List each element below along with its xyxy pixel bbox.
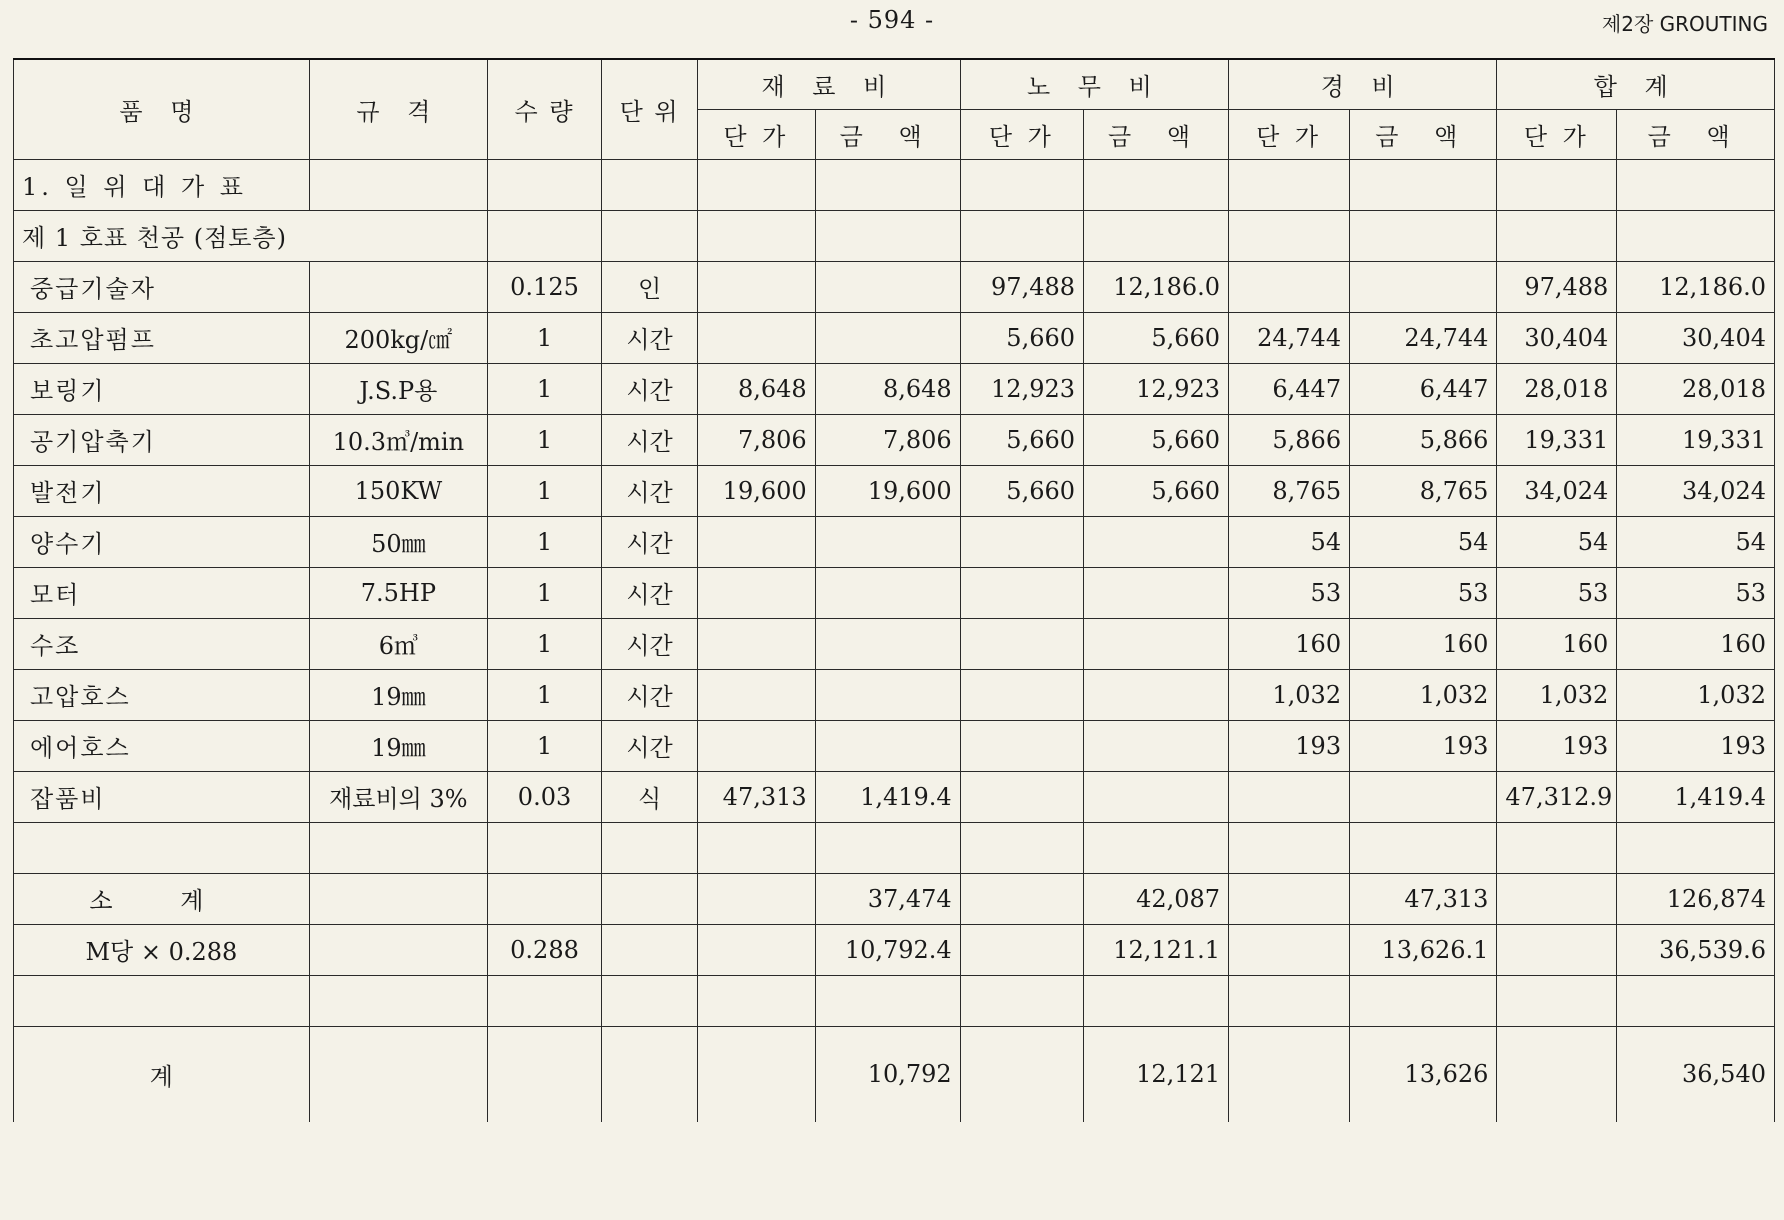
item-spec: 200kg/㎠ (309, 312, 487, 363)
expense-amount: 8,765 (1350, 465, 1497, 516)
total-unit-price: 47,312.9 (1497, 771, 1617, 822)
subtotal-total: 126,874 (1617, 873, 1775, 924)
subtotal-row (14, 873, 1775, 924)
expense-amount: 160 (1350, 618, 1497, 669)
table-row (14, 312, 1775, 363)
item-unit: 인 (602, 261, 698, 312)
material-unit-price: 19,600 (698, 465, 816, 516)
table-row (14, 567, 1775, 618)
item-unit: 시간 (602, 669, 698, 720)
expense-amount: 53 (1350, 567, 1497, 618)
material-unit-price (698, 669, 816, 720)
table-row (14, 720, 1775, 771)
total-expense: 13,626 (1350, 1026, 1497, 1122)
item-unit: 시간 (602, 312, 698, 363)
header-total: 합 계 (1497, 59, 1775, 109)
item-spec: 10.3㎥/min (309, 414, 487, 465)
labor-amount: 12,923 (1084, 363, 1229, 414)
item-name: 공기압축기 (14, 414, 310, 465)
expense-unit-price: 53 (1229, 567, 1350, 618)
expense-amount (1350, 261, 1497, 312)
material-amount (815, 567, 960, 618)
material-unit-price (698, 567, 816, 618)
labor-amount (1084, 720, 1229, 771)
material-unit-price (698, 720, 816, 771)
expense-unit-price: 160 (1229, 618, 1350, 669)
material-unit-price: 47,313 (698, 771, 816, 822)
item-qty: 1 (487, 669, 601, 720)
labor-unit-price: 5,660 (960, 465, 1083, 516)
material-amount: 19,600 (815, 465, 960, 516)
labor-unit-price (960, 618, 1083, 669)
item-unit: 시간 (602, 414, 698, 465)
total-unit-price: 30,404 (1497, 312, 1617, 363)
total-amount: 30,404 (1617, 312, 1775, 363)
table-row (14, 414, 1775, 465)
subtotal-material: 37,474 (815, 873, 960, 924)
material-amount (815, 261, 960, 312)
expense-amount: 54 (1350, 516, 1497, 567)
item-qty: 0.03 (487, 771, 601, 822)
material-amount (815, 669, 960, 720)
total-amount: 34,024 (1617, 465, 1775, 516)
item-spec: J.S.P용 (309, 363, 487, 414)
total-label: 계 (14, 1026, 310, 1122)
per-meter-total: 36,539.6 (1617, 924, 1775, 975)
subtotal-labor: 42,087 (1084, 873, 1229, 924)
expense-unit-price: 54 (1229, 516, 1350, 567)
material-amount: 7,806 (815, 414, 960, 465)
subtotal-label: 소 계 (14, 873, 310, 924)
labor-unit-price (960, 567, 1083, 618)
material-unit-price: 7,806 (698, 414, 816, 465)
labor-amount (1084, 618, 1229, 669)
expense-unit-price: 193 (1229, 720, 1350, 771)
item-qty: 1 (487, 720, 601, 771)
table-row (14, 465, 1775, 516)
header-material: 재 료 비 (698, 59, 961, 109)
total-amount: 19,331 (1617, 414, 1775, 465)
header-unit-price: 단 가 (1497, 109, 1617, 159)
expense-unit-price: 1,032 (1229, 669, 1350, 720)
expense-unit-price: 8,765 (1229, 465, 1350, 516)
header-unit: 단 위 (602, 59, 698, 159)
item-unit: 시간 (602, 567, 698, 618)
labor-unit-price: 97,488 (960, 261, 1083, 312)
total-labor: 12,121 (1084, 1026, 1229, 1122)
labor-unit-price: 12,923 (960, 363, 1083, 414)
header-expense: 경 비 (1229, 59, 1497, 109)
material-amount (815, 720, 960, 771)
header-spec: 규 격 (309, 59, 487, 159)
per-meter-qty: 0.288 (487, 924, 601, 975)
material-unit-price (698, 516, 816, 567)
labor-amount: 12,186.0 (1084, 261, 1229, 312)
labor-unit-price (960, 669, 1083, 720)
labor-unit-price: 5,660 (960, 414, 1083, 465)
item-qty: 1 (487, 414, 601, 465)
total-amount: 160 (1617, 618, 1775, 669)
per-meter-material: 10,792.4 (815, 924, 960, 975)
table-row (14, 516, 1775, 567)
item-unit: 시간 (602, 465, 698, 516)
item-qty: 1 (487, 465, 601, 516)
material-unit-price (698, 618, 816, 669)
material-amount: 1,419.4 (815, 771, 960, 822)
total-row (14, 1026, 1775, 1122)
labor-unit-price: 5,660 (960, 312, 1083, 363)
header-qty: 수 량 (487, 59, 601, 159)
header-unit-price: 단 가 (960, 109, 1083, 159)
expense-amount: 5,866 (1350, 414, 1497, 465)
item-qty: 1 (487, 516, 601, 567)
item-name: 양수기 (14, 516, 310, 567)
labor-amount: 5,660 (1084, 414, 1229, 465)
total-unit-price: 97,488 (1497, 261, 1617, 312)
total-amount: 193 (1617, 720, 1775, 771)
per-meter-labor: 12,121.1 (1084, 924, 1229, 975)
expense-unit-price: 24,744 (1229, 312, 1350, 363)
total-amount: 28,018 (1617, 363, 1775, 414)
item-spec: 150KW (309, 465, 487, 516)
expense-amount: 193 (1350, 720, 1497, 771)
item-qty: 1 (487, 618, 601, 669)
item-name: 초고압펌프 (14, 312, 310, 363)
item-unit: 시간 (602, 618, 698, 669)
item-spec: 19㎜ (309, 720, 487, 771)
total-material: 10,792 (815, 1026, 960, 1122)
header-unit-price: 단 가 (698, 109, 816, 159)
total-amount: 54 (1617, 516, 1775, 567)
item-name: 수조 (14, 618, 310, 669)
section-title: 1. 일 위 대 가 표 (14, 159, 310, 210)
expense-unit-price (1229, 261, 1350, 312)
item-name: 모터 (14, 567, 310, 618)
total-unit-price: 34,024 (1497, 465, 1617, 516)
total-amount: 1,032 (1617, 669, 1775, 720)
item-name: 잡품비 (14, 771, 310, 822)
item-unit: 시간 (602, 720, 698, 771)
material-unit-price (698, 261, 816, 312)
labor-unit-price (960, 516, 1083, 567)
labor-amount (1084, 669, 1229, 720)
labor-amount (1084, 516, 1229, 567)
header-unit-price: 단 가 (1229, 109, 1350, 159)
item-name: 에어호스 (14, 720, 310, 771)
item-spec: 50㎜ (309, 516, 487, 567)
total-unit-price: 19,331 (1497, 414, 1617, 465)
item-name: 발전기 (14, 465, 310, 516)
total-amount: 1,419.4 (1617, 771, 1775, 822)
item-spec: 재료비의 3% (309, 771, 487, 822)
item-name: 중급기술자 (14, 261, 310, 312)
page-number: - 594 - (849, 6, 935, 34)
expense-amount: 6,447 (1350, 363, 1497, 414)
expense-unit-price: 6,447 (1229, 363, 1350, 414)
material-amount (815, 516, 960, 567)
header-amount: 금 액 (1617, 109, 1775, 159)
material-unit-price: 8,648 (698, 363, 816, 414)
total-amount: 12,186.0 (1617, 261, 1775, 312)
total-unit-price: 193 (1497, 720, 1617, 771)
total-unit-price: 160 (1497, 618, 1617, 669)
labor-amount: 5,660 (1084, 465, 1229, 516)
item-qty: 1 (487, 363, 601, 414)
total-unit-price: 54 (1497, 516, 1617, 567)
item-unit: 식 (602, 771, 698, 822)
item-qty: 1 (487, 567, 601, 618)
material-amount: 8,648 (815, 363, 960, 414)
item-spec: 7.5HP (309, 567, 487, 618)
item-spec: 6㎥ (309, 618, 487, 669)
total-unit-price: 53 (1497, 567, 1617, 618)
table-row (14, 261, 1775, 312)
labor-unit-price (960, 771, 1083, 822)
labor-unit-price (960, 720, 1083, 771)
total-amount: 53 (1617, 567, 1775, 618)
cost-table (13, 58, 1775, 1122)
per-meter-label: M당 × 0.288 (14, 924, 310, 975)
per-meter-expense: 13,626.1 (1350, 924, 1497, 975)
total-total: 36,540 (1617, 1026, 1775, 1122)
item-spec (309, 261, 487, 312)
labor-amount (1084, 771, 1229, 822)
section-subtitle: 제 1 호표 천공 (점토층) (14, 210, 488, 261)
material-amount (815, 312, 960, 363)
per-meter-row (14, 924, 1775, 975)
table-row (14, 363, 1775, 414)
header-amount: 금 액 (815, 109, 960, 159)
material-unit-price (698, 312, 816, 363)
expense-unit-price (1229, 771, 1350, 822)
item-name: 보링기 (14, 363, 310, 414)
item-qty: 0.125 (487, 261, 601, 312)
table-row (14, 771, 1775, 822)
item-unit: 시간 (602, 516, 698, 567)
table-row (14, 618, 1775, 669)
expense-unit-price: 5,866 (1229, 414, 1350, 465)
header-amount: 금 액 (1084, 109, 1229, 159)
total-unit-price: 1,032 (1497, 669, 1617, 720)
expense-amount (1350, 771, 1497, 822)
table-row (14, 669, 1775, 720)
item-qty: 1 (487, 312, 601, 363)
labor-amount (1084, 567, 1229, 618)
material-amount (815, 618, 960, 669)
total-unit-price: 28,018 (1497, 363, 1617, 414)
header-labor: 노 무 비 (960, 59, 1228, 109)
chapter-title: 제2장 GROUTING (1601, 12, 1768, 36)
labor-amount: 5,660 (1084, 312, 1229, 363)
header-amount: 금 액 (1350, 109, 1497, 159)
item-spec: 19㎜ (309, 669, 487, 720)
subtotal-expense: 47,313 (1350, 873, 1497, 924)
item-name: 고압호스 (14, 669, 310, 720)
item-unit: 시간 (602, 363, 698, 414)
expense-amount: 24,744 (1350, 312, 1497, 363)
header-item: 품 명 (14, 59, 310, 159)
expense-amount: 1,032 (1350, 669, 1497, 720)
